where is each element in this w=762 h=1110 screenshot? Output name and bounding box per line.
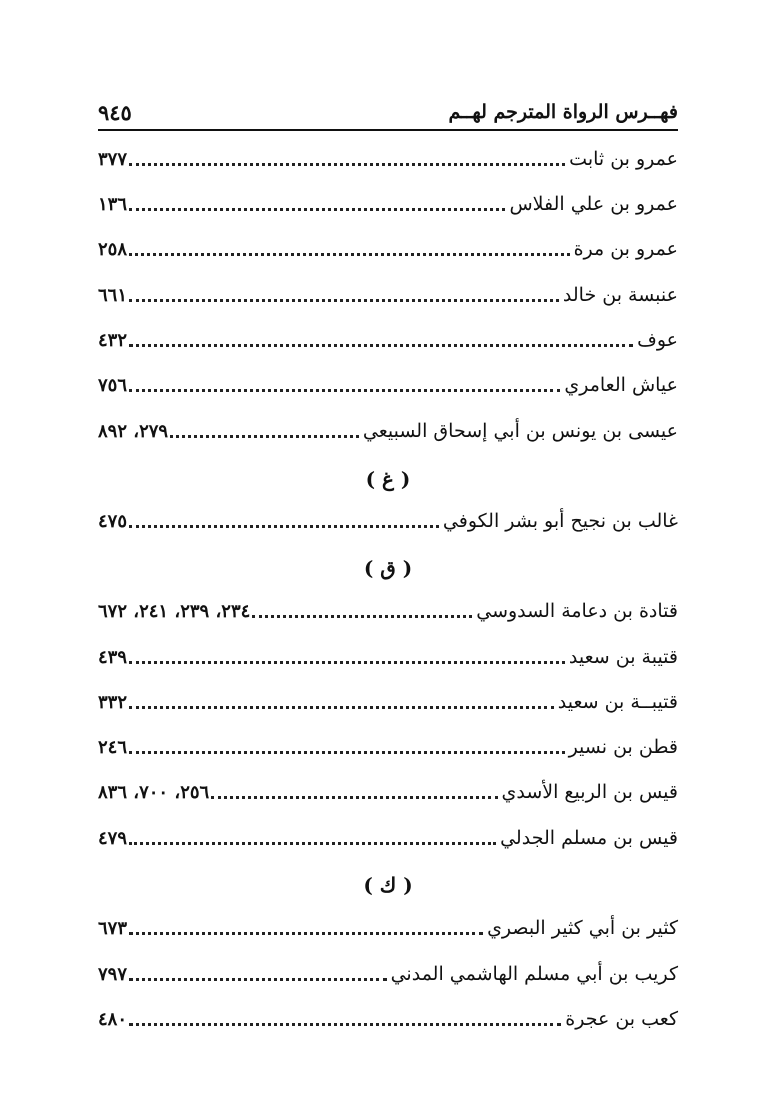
dot-leader (129, 189, 505, 211)
page-refs: ٣٧٧ (98, 148, 128, 170)
page-header (98, 96, 678, 128)
index-entry (98, 593, 678, 629)
index-entry (98, 231, 678, 267)
narrator-name: عمرو بن ثابت (569, 148, 678, 170)
index-entry (98, 367, 678, 403)
dot-leader (129, 370, 560, 392)
page-refs: ٧٩٧ (98, 963, 128, 985)
dot-leader (129, 506, 439, 528)
narrator-name: كعب بن عجرة (565, 1008, 678, 1030)
dot-leader (170, 416, 359, 438)
page-number: ٩٤٥ (98, 99, 132, 125)
page-refs: ٢٧٩، ٨٩٢ (98, 420, 169, 442)
narrator-name: عمرو بن علي الفلاس (509, 193, 678, 215)
page-refs: ٦٦١ (98, 284, 128, 306)
page-refs: ٢٥٦، ٧٠٠، ٨٣٦ (98, 781, 210, 803)
index-entry (98, 413, 678, 449)
index-entry (98, 186, 678, 222)
index-entry (98, 639, 678, 675)
narrator-name: كريب بن أبي مسلم الهاشمي المدني (390, 963, 678, 985)
section-letter-ghain: ( غ ) (365, 467, 411, 491)
section-letter-kaf: ( ك ) (363, 873, 413, 897)
narrator-name: قطن بن نسير (568, 736, 678, 758)
narrator-name: قيس بن مسلم الجدلي (500, 827, 678, 849)
dot-leader (129, 823, 496, 845)
dot-leader (129, 913, 483, 935)
narrator-name: قيس بن الربيع الأسدي (501, 781, 678, 803)
index-entry (98, 1001, 678, 1037)
index-entry (98, 277, 678, 313)
index-entry (98, 910, 678, 946)
page-refs: ٤٨٠ (98, 1008, 128, 1030)
narrator-name: قتادة بن دعامة السدوسي (476, 600, 678, 622)
narrator-name: غالب بن نجيح أبو بشر الكوفي (442, 510, 678, 532)
dot-leader (211, 777, 497, 799)
page-refs: ٤٧٥ (98, 510, 128, 532)
narrator-name: عيسى بن يونس بن أبي إسحاق السبيعي (362, 420, 678, 442)
page-refs: ٣٣٢ (98, 691, 128, 713)
index-entry (98, 956, 678, 992)
page-refs: ٢٣٤، ٢٣٩، ٢٤١، ٦٧٢ (98, 600, 251, 622)
page-refs: ٤٣٢ (98, 329, 128, 351)
page-refs: ٤٣٩ (98, 646, 128, 668)
dot-leader (129, 1004, 561, 1026)
dot-leader (129, 732, 565, 754)
narrator-name: كثير بن أبي كثير البصري (487, 917, 678, 939)
dot-leader (129, 687, 554, 709)
narrator-name: قتيبة بن سعيد (568, 646, 678, 668)
index-entry (98, 322, 678, 358)
index-entry (98, 684, 678, 720)
header-rule (98, 129, 678, 131)
running-title: فهــرس الرواة المترجم لهــم (448, 101, 678, 123)
narrator-name: قتيبــة بن سعيد (557, 691, 678, 713)
narrator-name: عوف (637, 329, 678, 351)
narrator-name: عمرو بن مرة (573, 238, 678, 260)
index-entry (98, 820, 678, 856)
page-refs: ٦٧٣ (98, 917, 128, 939)
dot-leader (129, 144, 565, 166)
dot-leader (129, 280, 559, 302)
index-entry (98, 774, 678, 810)
dot-leader (129, 959, 387, 981)
page-refs: ٧٥٦ (98, 374, 128, 396)
page-refs: ٢٤٦ (98, 736, 128, 758)
narrator-name: عنبسة بن خالد (562, 284, 678, 306)
index-entry (98, 729, 678, 765)
page-refs: ٤٧٩ (98, 827, 128, 849)
narrator-name: عياش العامري (564, 374, 678, 396)
page-refs: ٢٥٨ (98, 238, 128, 260)
section-letter-qaf: ( ق ) (363, 556, 413, 580)
dot-leader (129, 325, 633, 347)
dot-leader (129, 234, 570, 256)
index-entry (98, 503, 678, 539)
dot-leader (129, 642, 565, 664)
dot-leader (252, 596, 472, 618)
page-refs: ١٣٦ (98, 193, 128, 215)
index-entry (98, 141, 678, 177)
